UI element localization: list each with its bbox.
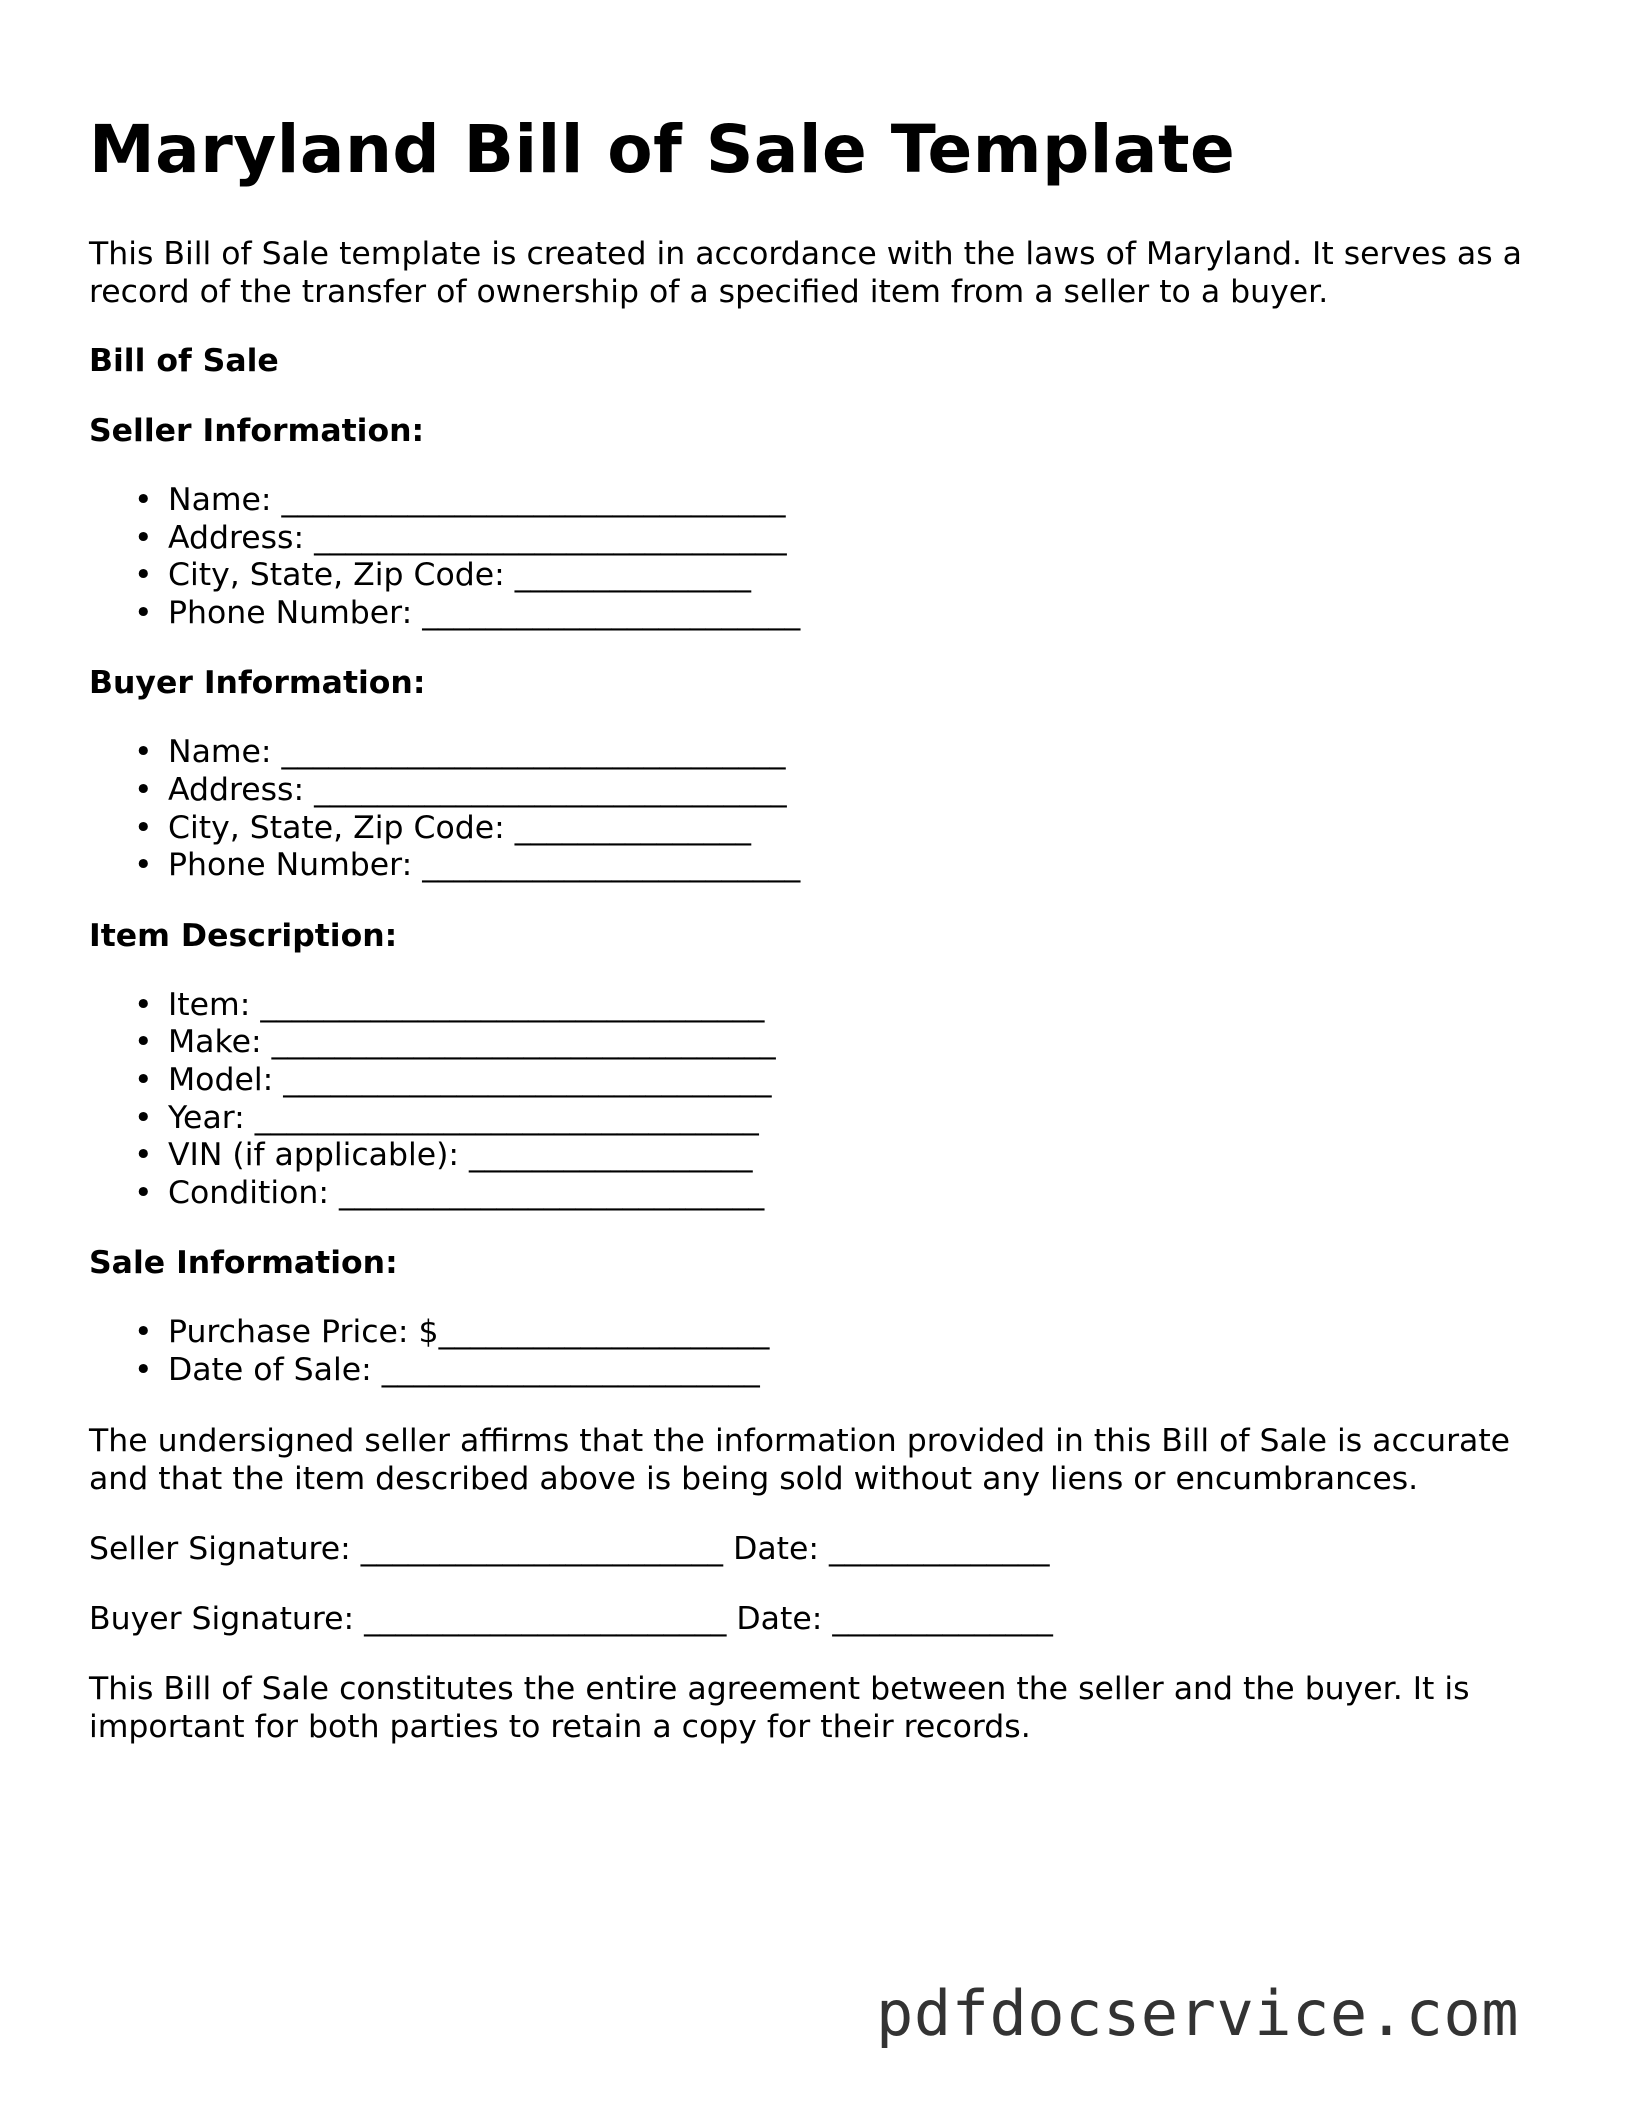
sale-fields-list bbox=[89, 1314, 1559, 1389]
seller-address-field: • Address: ______________________________ bbox=[134, 519, 787, 556]
bill-of-sale-heading: Bill of Sale bbox=[89, 343, 279, 379]
model-field: • Model: _______________________________ bbox=[134, 1061, 772, 1098]
seller-fields-list bbox=[89, 482, 1559, 632]
buyer-signature-line: Buyer Signature: _______________________ Date: ______________ bbox=[89, 1600, 1053, 1637]
buyer-info-heading: Buyer Information: bbox=[89, 665, 426, 702]
seller-name-field: • Name: ________________________________ bbox=[134, 482, 786, 518]
watermark-text: pdfdocservice.com bbox=[876, 1977, 1520, 2050]
item-fields-list bbox=[89, 987, 1559, 1213]
seller-city-state-zip-field: • City, State, Zip Code: _______________ bbox=[134, 557, 752, 594]
buyer-phone-field: • Phone Number: ________________________ bbox=[134, 847, 801, 884]
item-description-heading: Item Description: bbox=[89, 917, 398, 954]
buyer-fields-list bbox=[89, 734, 1559, 884]
date-of-sale-field: • Date of Sale: ________________________ bbox=[134, 1351, 760, 1388]
closing-paragraph: This Bill of Sale constitutes the entire agreement between the seller and the buyer. It is important for both parties to retain a copy for their records. bbox=[89, 1670, 1470, 1745]
seller-info-heading: Seller Information: bbox=[89, 413, 425, 449]
condition-field: • Condition: ___________________________ bbox=[134, 1174, 765, 1211]
vin-field: • VIN (if applicable): __________________ bbox=[134, 1137, 753, 1174]
intro-paragraph: This Bill of Sale template is created in accordance with the laws of Maryland. It serves as a record of the transfer of ownership of a specified item from a seller to a buyer. bbox=[89, 236, 1522, 310]
make-field: • Make: ________________________________ bbox=[134, 1024, 776, 1061]
affirmation-paragraph: The undersigned seller affirms that the information provided in this Bill of Sale is accurate and that the item described above is being sold without any liens or encumbrances. bbox=[89, 1422, 1511, 1497]
seller-phone-field: • Phone Number: ________________________ bbox=[134, 594, 801, 631]
document-page bbox=[89, 105, 1559, 1746]
seller-signature-line: Seller Signature: _______________________ Date: ______________ bbox=[89, 1530, 1050, 1567]
item-field: • Item: ________________________________ bbox=[134, 986, 765, 1023]
document-title: Maryland Bill of Sale Template bbox=[89, 111, 1236, 188]
buyer-city-state-zip-field: • City, State, Zip Code: _______________ bbox=[134, 809, 752, 846]
purchase-price-field: • Purchase Price: $_____________________ bbox=[134, 1314, 770, 1351]
buyer-name-field: • Name: ________________________________ bbox=[134, 734, 786, 771]
year-field: • Year: ________________________________ bbox=[134, 1099, 759, 1136]
sale-info-heading: Sale Information: bbox=[89, 1245, 398, 1282]
buyer-address-field: • Address: ______________________________ bbox=[134, 771, 787, 808]
